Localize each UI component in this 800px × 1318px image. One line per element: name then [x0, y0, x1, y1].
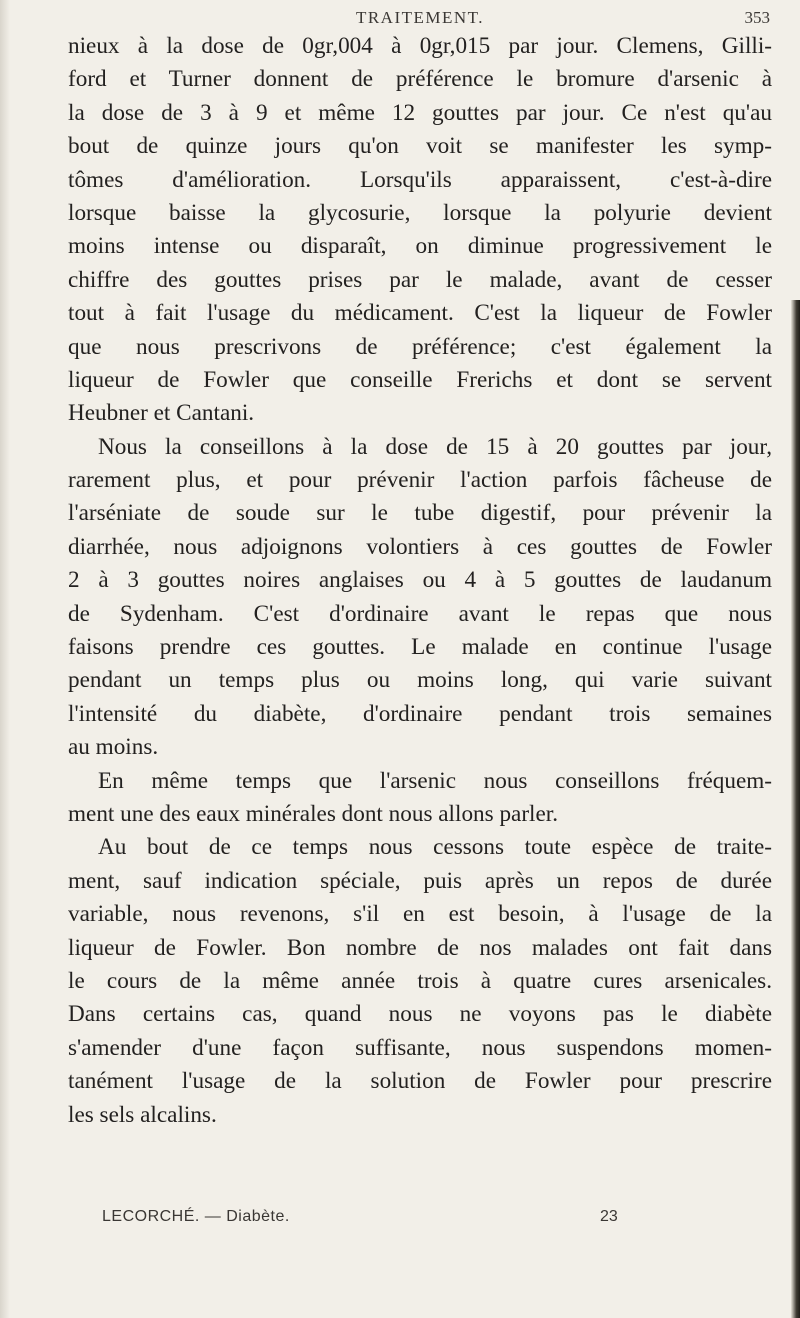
text-line: 2 à 3 gouttes noires anglaises ou 4 à 5 gouttes de laudanum	[68, 567, 772, 594]
signature-mark: LECORCHÉ. — Diabète.	[102, 1208, 290, 1225]
text-line: tanément l'usage de la solution de Fowler pour prescrire	[68, 1068, 772, 1095]
text-line: Nous la conseillons à la dose de 15 à 20 gouttes par jour,	[98, 433, 772, 460]
text-line: ford et Turner donnent de préférence le bromure d'arsenic à	[68, 66, 772, 93]
text-line: de Sydenham. C'est d'ordinaire avant le repas que nous	[68, 600, 772, 627]
text-line: liqueur de Fowler que conseille Frerichs et dont se servent	[68, 366, 772, 393]
text-line: l'arséniate de soude sur le tube digestif, pour prévenir la	[68, 500, 772, 527]
text-line: l'intensité du diabète, d'ordinaire pendant trois semaines	[68, 700, 772, 727]
body-text	[68, 30, 772, 1132]
text-line: nieux à la dose de 0gr,004 à 0gr,015 par jour. Clemens, Gilli-	[68, 33, 772, 59]
text-line: liqueur de Fowler. Bon nombre de nos malades ont fait dans	[68, 934, 772, 961]
page-header	[70, 8, 770, 32]
text-line: faisons prendre ces gouttes. Le malade en continue l'usage	[68, 634, 772, 661]
text-line: au moins.	[68, 734, 159, 761]
text-line: les sels alcalins.	[68, 1101, 217, 1128]
text-line: En même temps que l'arsenic nous conseillons fréquem-	[98, 767, 772, 794]
signature-number: 23	[600, 1208, 618, 1225]
text-line: ment une des eaux minérales dont nous allons parler.	[68, 800, 559, 827]
text-line: Heubner et Cantani.	[68, 400, 255, 427]
text-line: que nous prescrivons de préférence; c'est également la	[68, 333, 772, 360]
text-line: bout de quinze jours qu'on voit se manifester les symp-	[68, 133, 772, 160]
page-gutter-shadow	[0, 0, 10, 1318]
text-line: diarrhée, nous adjoignons volontiers à ces gouttes de Fowler	[68, 533, 772, 560]
page-footer	[68, 1208, 748, 1236]
text-line: chiffre des gouttes prises par le malade, avant de cesser	[68, 266, 772, 293]
page-edge-shadow	[791, 300, 800, 1318]
text-line: tout à fait l'usage du médicament. C'est la liqueur de Fowler	[68, 300, 772, 327]
text-line: variable, nous revenons, s'il en est besoin, à l'usage de la	[68, 901, 772, 928]
text-line: le cours de la même année trois à quatre cures arsenicales.	[68, 967, 772, 994]
running-head: TRAITEMENT.	[355, 8, 485, 27]
text-line: Dans certains cas, quand nous ne voyons pas le diabète	[68, 1001, 772, 1028]
text-line: pendant un temps plus ou moins long, qui varie suivant	[68, 667, 772, 694]
text-line: ment, sauf indication spéciale, puis après un repos de durée	[68, 867, 772, 894]
text-line: lorsque baisse la glycosurie, lorsque la polyurie devient	[68, 199, 772, 226]
text-line: rarement plus, et pour prévenir l'action parfois fâcheuse de	[68, 467, 772, 494]
text-line: Au bout de ce temps nous cessons toute espèce de traite-	[98, 834, 772, 861]
text-line: la dose de 3 à 9 et même 12 gouttes par jour. Ce n'est qu'au	[68, 99, 772, 126]
text-line: tômes d'amélioration. Lorsqu'ils apparaissent, c'est-à-dire	[68, 166, 772, 193]
text-line: moins intense ou disparaît, on diminue progressivement le	[68, 233, 772, 260]
page-number: 353	[744, 8, 770, 27]
text-line: s'amender d'une façon suffisante, nous suspendons momen-	[68, 1034, 772, 1061]
